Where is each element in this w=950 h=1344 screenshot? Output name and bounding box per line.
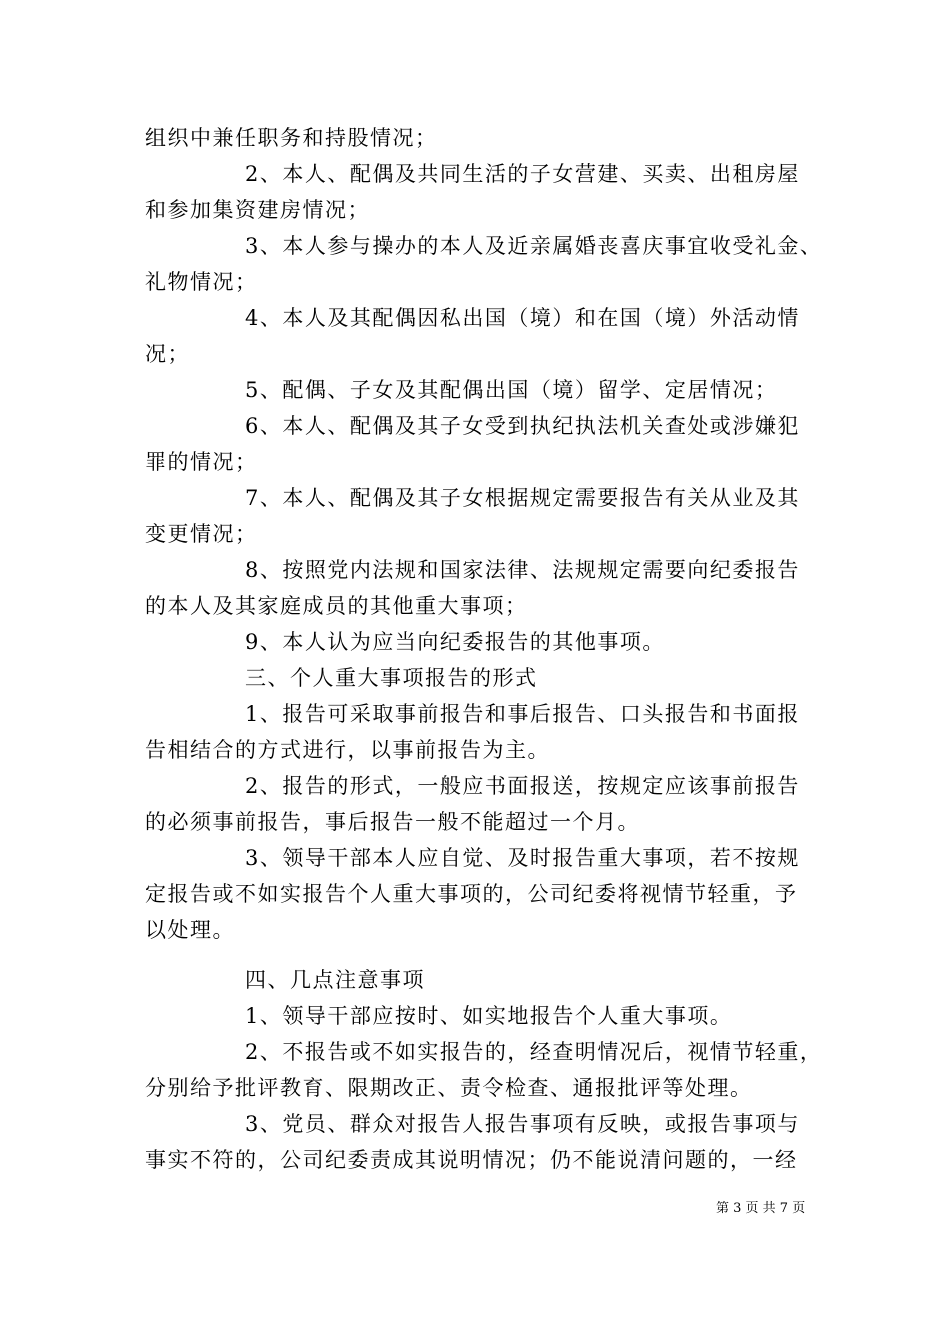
text-line: 变更情况； <box>145 522 258 546</box>
section-heading: 四、几点注意事项 <box>245 968 425 992</box>
text-line: 的必须事前报告，事后报告一般不能超过一个月。 <box>145 810 640 834</box>
text-line: 6、本人、配偶及其子女受到执纪执法机关查处或涉嫌犯 <box>245 414 800 438</box>
text-line: 分别给予批评教育、限期改正、责令检查、通报批评等处理。 <box>145 1076 753 1100</box>
text-line: 罪的情况； <box>145 450 258 474</box>
text-line: 2、报告的形式，一般应书面报送，按规定应该事前报告 <box>245 774 800 798</box>
text-line: 定报告或不如实报告个人重大事项的，公司纪委将视情节轻重，予 <box>145 882 798 906</box>
text-line: 5、配偶、子女及其配偶出国（境）留学、定居情况； <box>245 378 778 402</box>
text-line: 的本人及其家庭成员的其他重大事项； <box>145 594 528 618</box>
text-line: 1、领导干部应按时、如实地报告个人重大事项。 <box>245 1004 733 1028</box>
text-line: 事实不符的，公司纪委责成其说明情况；仍不能说清问题的，一经 <box>145 1148 798 1172</box>
text-line: 8、按照党内法规和国家法律、法规规定需要向纪委报告 <box>245 558 800 582</box>
text-line: 4、本人及其配偶因私出国（境）和在国（境）外活动情 <box>245 306 800 330</box>
section-heading: 三、个人重大事项报告的形式 <box>245 666 538 690</box>
text-line: 2、不报告或不如实报告的，经查明情况后，视情节轻重， <box>245 1040 823 1064</box>
text-line: 和参加集资建房情况； <box>145 198 370 222</box>
text-line: 2、本人、配偶及共同生活的子女营建、买卖、出租房屋 <box>245 162 800 186</box>
text-line: 1、报告可采取事前报告和事后报告、口头报告和书面报 <box>245 702 800 726</box>
page-number: 第 3 页 共 7 页 <box>716 1201 806 1216</box>
text-line: 7、本人、配偶及其子女根据规定需要报告有关从业及其 <box>245 486 800 510</box>
text-line: 告相结合的方式进行，以事前报告为主。 <box>145 738 550 762</box>
text-line: 组织中兼任职务和持股情况； <box>145 126 438 150</box>
text-line: 9、本人认为应当向纪委报告的其他事项。 <box>245 630 665 654</box>
text-line: 3、本人参与操办的本人及近亲属婚丧喜庆事宜收受礼金、 <box>245 234 823 258</box>
text-line: 3、领导干部本人应自觉、及时报告重大事项，若不按规 <box>245 846 800 870</box>
text-line: 况； <box>145 342 190 366</box>
text-line: 以处理。 <box>145 918 235 942</box>
text-line: 礼物情况； <box>145 270 258 294</box>
text-line: 3、党员、群众对报告人报告事项有反映，或报告事项与 <box>245 1112 800 1136</box>
